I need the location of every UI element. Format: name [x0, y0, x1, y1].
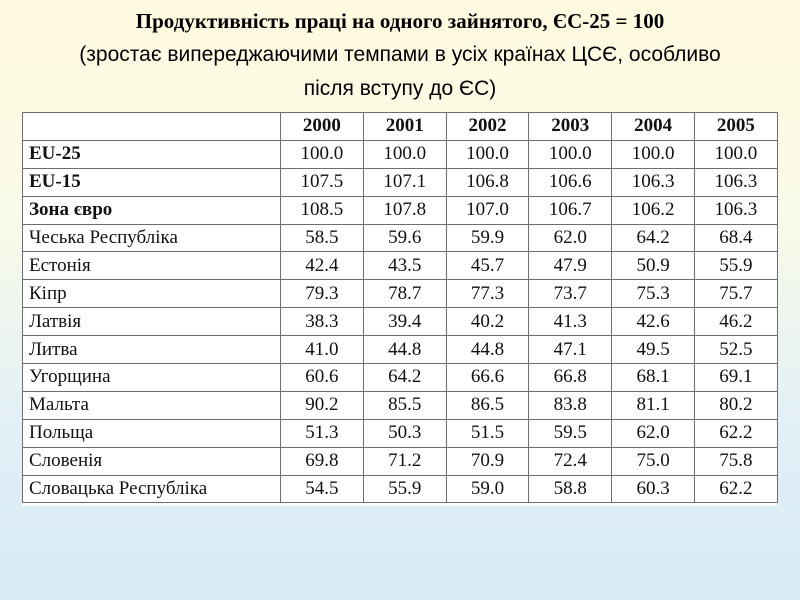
value-cell: 39.4 — [363, 308, 446, 336]
value-cell: 106.8 — [446, 168, 529, 196]
value-cell: 50.3 — [363, 419, 446, 447]
value-cell: 83.8 — [529, 391, 612, 419]
value-cell: 69.8 — [281, 447, 364, 475]
value-cell: 59.0 — [446, 475, 529, 503]
value-cell: 60.3 — [612, 475, 695, 503]
value-cell: 42.6 — [612, 308, 695, 336]
value-cell: 69.1 — [694, 364, 777, 392]
value-cell: 66.8 — [529, 364, 612, 392]
value-cell: 70.9 — [446, 447, 529, 475]
value-cell: 44.8 — [363, 336, 446, 364]
value-cell: 55.9 — [694, 252, 777, 280]
value-cell: 62.2 — [694, 475, 777, 503]
value-cell: 107.0 — [446, 196, 529, 224]
value-cell: 80.2 — [694, 391, 777, 419]
value-cell: 54.5 — [281, 475, 364, 503]
page-subtitle — [0, 38, 800, 106]
row-label-cell: Угорщина — [23, 364, 281, 392]
table-row — [23, 168, 778, 196]
subtitle-line-2: після вступу до ЄС) — [303, 77, 497, 100]
table-row — [23, 391, 778, 419]
value-cell: 107.1 — [363, 168, 446, 196]
value-cell: 62.0 — [612, 419, 695, 447]
value-cell: 41.0 — [281, 336, 364, 364]
row-label-cell: Кіпр — [23, 280, 281, 308]
value-cell: 41.3 — [529, 308, 612, 336]
value-cell: 100.0 — [446, 140, 529, 168]
value-cell: 100.0 — [529, 140, 612, 168]
row-label-cell: Естонія — [23, 252, 281, 280]
value-cell: 55.9 — [363, 475, 446, 503]
value-cell: 59.5 — [529, 419, 612, 447]
value-cell: 106.3 — [694, 168, 777, 196]
row-label-cell: Чеська Республіка — [23, 224, 281, 252]
row-label-cell: Словенія — [23, 447, 281, 475]
row-label-cell: Зона євро — [23, 196, 281, 224]
row-label-cell: EU-15 — [23, 168, 281, 196]
table-row — [23, 447, 778, 475]
value-cell: 100.0 — [281, 140, 364, 168]
value-cell: 62.2 — [694, 419, 777, 447]
table-row — [23, 252, 778, 280]
table-row — [23, 336, 778, 364]
row-label-cell: Словацька Республіка — [23, 475, 281, 503]
value-cell: 64.2 — [612, 224, 695, 252]
value-cell: 75.0 — [612, 447, 695, 475]
table-row — [23, 308, 778, 336]
value-cell: 71.2 — [363, 447, 446, 475]
value-cell: 68.4 — [694, 224, 777, 252]
header-year-cell: 2005 — [694, 113, 777, 141]
value-cell: 59.6 — [363, 224, 446, 252]
value-cell: 52.5 — [694, 336, 777, 364]
header-corner-cell — [23, 113, 281, 141]
row-label-cell: Латвія — [23, 308, 281, 336]
page-title: Продуктивність праці на одного зайнятого, ЄС-25 = 100 — [135, 9, 665, 33]
value-cell: 66.6 — [446, 364, 529, 392]
value-cell: 40.2 — [446, 308, 529, 336]
value-cell: 78.7 — [363, 280, 446, 308]
row-label-cell: EU-25 — [23, 140, 281, 168]
row-label-cell: Литва — [23, 336, 281, 364]
value-cell: 58.8 — [529, 475, 612, 503]
value-cell: 44.8 — [446, 336, 529, 364]
value-cell: 59.9 — [446, 224, 529, 252]
header-year-cell: 2001 — [363, 113, 446, 141]
value-cell: 85.5 — [363, 391, 446, 419]
value-cell: 79.3 — [281, 280, 364, 308]
value-cell: 75.7 — [694, 280, 777, 308]
value-cell: 51.5 — [446, 419, 529, 447]
header-year-cell: 2004 — [612, 113, 695, 141]
value-cell: 38.3 — [281, 308, 364, 336]
value-cell: 45.7 — [446, 252, 529, 280]
value-cell: 68.1 — [612, 364, 695, 392]
header-year-cell: 2002 — [446, 113, 529, 141]
row-label-cell: Польща — [23, 419, 281, 447]
value-cell: 47.9 — [529, 252, 612, 280]
value-cell: 64.2 — [363, 364, 446, 392]
table-header-row — [23, 113, 778, 141]
table-row — [23, 419, 778, 447]
value-cell: 108.5 — [281, 196, 364, 224]
value-cell: 106.7 — [529, 196, 612, 224]
value-cell: 107.8 — [363, 196, 446, 224]
value-cell: 77.3 — [446, 280, 529, 308]
value-cell: 86.5 — [446, 391, 529, 419]
value-cell: 106.3 — [694, 196, 777, 224]
subtitle-line-1: (зростає випереджаючими темпами в усіх країнах ЦСЄ, особливо — [79, 43, 721, 66]
value-cell: 100.0 — [612, 140, 695, 168]
value-cell: 46.2 — [694, 308, 777, 336]
value-cell: 81.1 — [612, 391, 695, 419]
value-cell: 42.4 — [281, 252, 364, 280]
value-cell: 106.3 — [612, 168, 695, 196]
value-cell: 72.4 — [529, 447, 612, 475]
value-cell: 75.8 — [694, 447, 777, 475]
value-cell: 106.2 — [612, 196, 695, 224]
value-cell: 90.2 — [281, 391, 364, 419]
productivity-table-container — [22, 112, 777, 506]
productivity-table — [22, 112, 778, 503]
table-row — [23, 280, 778, 308]
value-cell: 73.7 — [529, 280, 612, 308]
value-cell: 43.5 — [363, 252, 446, 280]
table-row — [23, 196, 778, 224]
value-cell: 60.6 — [281, 364, 364, 392]
table-row — [23, 140, 778, 168]
value-cell: 106.6 — [529, 168, 612, 196]
value-cell: 75.3 — [612, 280, 695, 308]
value-cell: 62.0 — [529, 224, 612, 252]
value-cell: 51.3 — [281, 419, 364, 447]
value-cell: 100.0 — [694, 140, 777, 168]
row-label-cell: Мальта — [23, 391, 281, 419]
header-year-cell: 2000 — [281, 113, 364, 141]
value-cell: 49.5 — [612, 336, 695, 364]
table-row — [23, 475, 778, 503]
value-cell: 50.9 — [612, 252, 695, 280]
table-row — [23, 364, 778, 392]
table-row — [23, 224, 778, 252]
value-cell: 100.0 — [363, 140, 446, 168]
header-year-cell: 2003 — [529, 113, 612, 141]
value-cell: 107.5 — [281, 168, 364, 196]
value-cell: 47.1 — [529, 336, 612, 364]
value-cell: 58.5 — [281, 224, 364, 252]
